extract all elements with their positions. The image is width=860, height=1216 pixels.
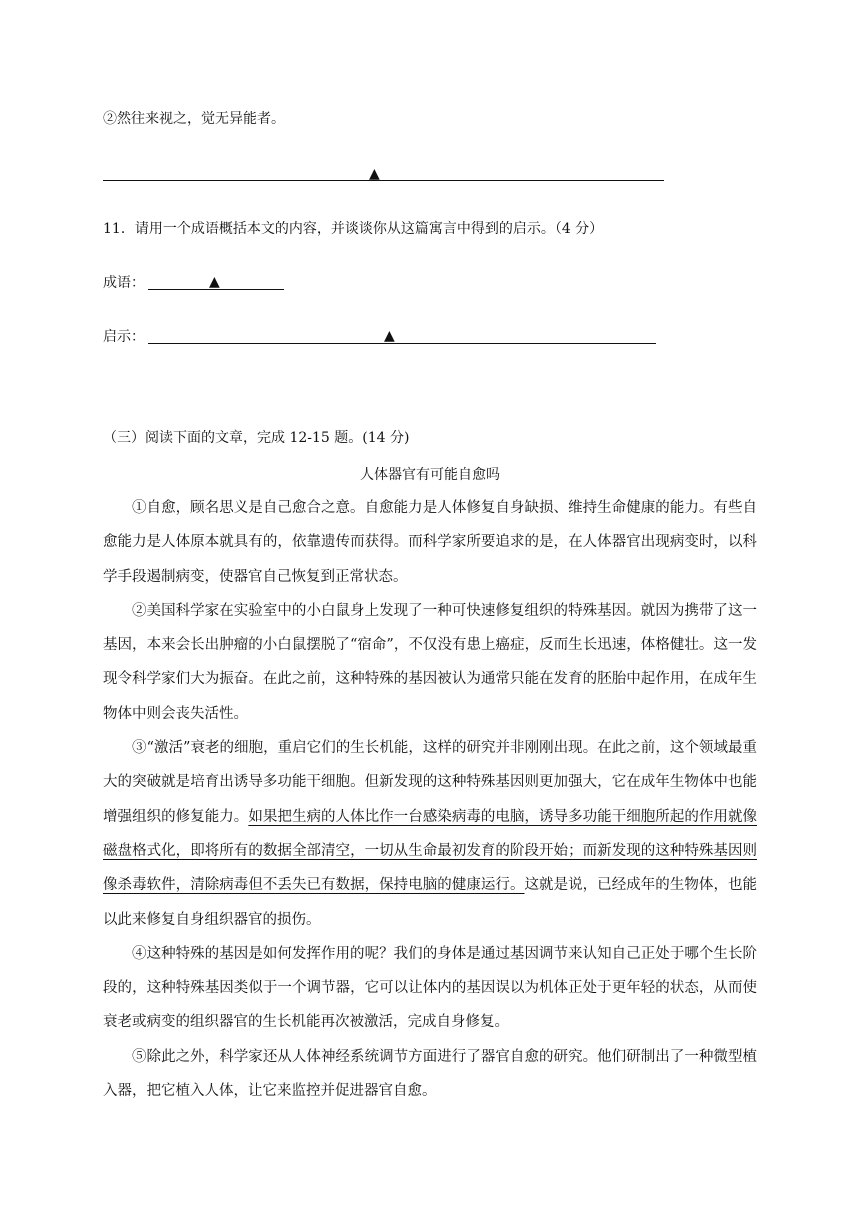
insight-marker-triangle-icon: ▲ [384, 328, 395, 344]
article-paragraph-4: ④这种特殊的基因是如何发挥作用的呢？我们的身体是通过基因调节来认知自己正处于哪个生长阶段的，这种特殊基因类似于一个调节器，它可以让体内的基因误以为机体正处于更年轻的状态，从而使衰老或病变的组织器官的生长机能再次被激活，完成自身修复。 [103, 945, 757, 1031]
idiom-marker-triangle-icon: ▲ [209, 274, 220, 290]
q11-insight-label: 启示： [103, 329, 145, 345]
q11-question: 11．请用一个成语概括本文的内容，并谈谈你从这篇寓言中得到的启示。（4 分） [103, 221, 604, 237]
article-paragraph-3 [103, 731, 757, 937]
q11-idiom-label: 成语： [103, 275, 145, 291]
article-paragraph-5: ⑤除此之外，科学家还从人体神经系统调节方面进行了器官自愈的研究。他们研制出了一种微型植入器，把它植入人体，让它来监控并促进器官自愈。 [103, 1048, 757, 1100]
paragraph-3-underlined-sentence: 如果把生病的人体比作一台感染病毒的电脑，诱导多功能干细胞所起的作用就像磁盘格式化，即将所有的数据全部清空，一切从生命最初发育的阶段开始；而新发现的这种特殊基因则像杀毒软件，清除病毒但不丢失已有数据，保持电脑的健康运行。 [103, 808, 757, 894]
q10-item-2: ②然往来视之，觉无异能者。 [103, 111, 285, 127]
answer-marker-triangle-icon: ▲ [369, 166, 380, 182]
section-instruction: （三）阅读下面的文章，完成 12-15 题。(14 分) [103, 430, 410, 446]
article-paragraph-2: ②美国科学家在实验室中的小白鼠身上发现了一种可快速修复组织的特殊基因。就因为携带了这一基因，本来会长出肿瘤的小白鼠摆脱了“宿命”，不仅没有患上癌症，反而生长迅速，体格健壮。这一发现令科学家们大为振奋。在此之前，这种特殊的基因被认为通常只能在发育的胚胎中起作用，在成年生物体中则会丧失活性。 [103, 602, 757, 722]
q10-answer-line[interactable] [103, 180, 664, 181]
article-body [103, 491, 757, 1108]
article-title: 人体器官有可能自愈吗 [360, 467, 500, 483]
q11-insight-answer-line[interactable] [148, 343, 656, 344]
paragraph-3-text-after: 这就是说，已经成年的生物体，也能以此来修复自身组织器官的损伤。 [103, 877, 758, 928]
paragraph-3-text-before: ③“激活”衰老的细胞，重启它们的生长机能，这样的研究并非刚刚出现。在此之前，这个领域最重大的突破就是培育出诱导多功能干细胞。但新发现的这种特殊基因则更加强大，它在成年生物体中也能增强组织的修复能力。 [103, 740, 757, 825]
article-paragraph-1: ①自愈，顾名思义是自己愈合之意。自愈能力是人体修复自身缺损、维持生命健康的能力。有些自愈能力是人体原本就具有的，依靠遗传而获得。而科学家所要追求的是，在人体器官出现病变时，以科学手段遏制病变，使器官自己恢复到正常状态。 [103, 500, 757, 585]
